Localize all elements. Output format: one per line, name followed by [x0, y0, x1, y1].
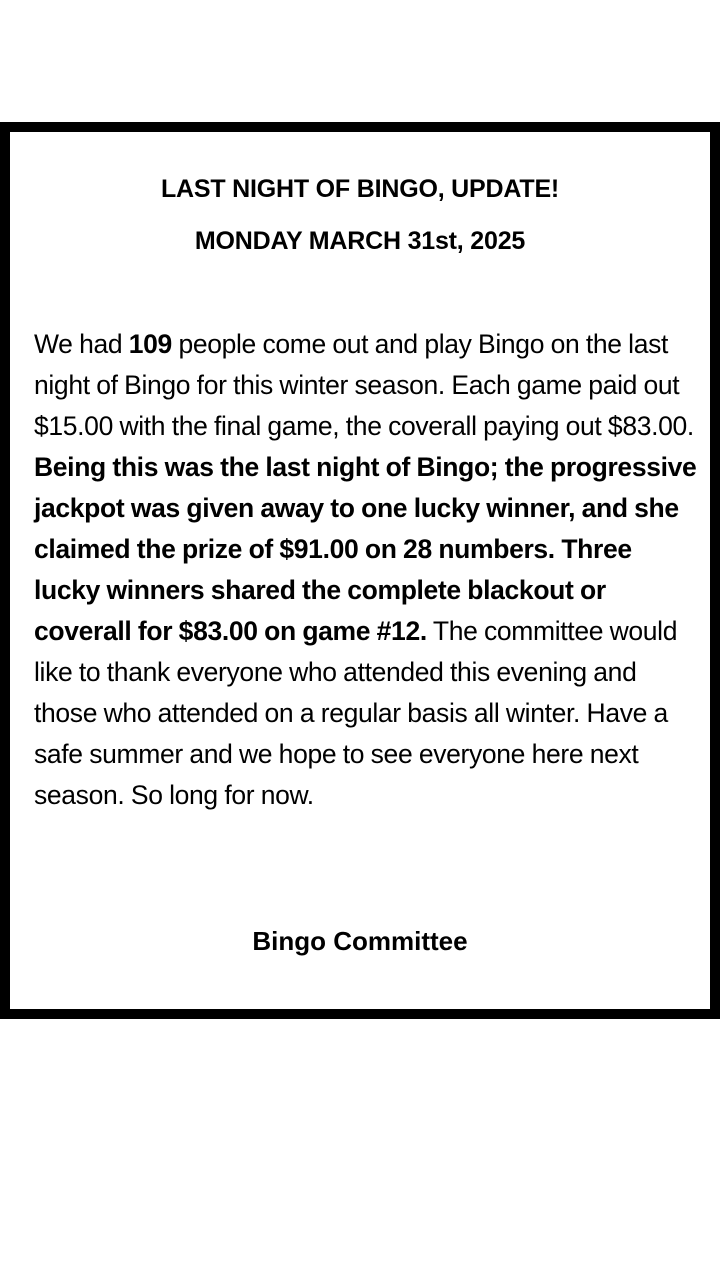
notice-body — [34, 324, 698, 816]
notice-date: MONDAY MARCH 31st, 2025 — [194, 227, 526, 255]
people-count: 109 — [128, 329, 172, 359]
body-thanks-text: The committee would like to thank everyone who attended this evening and those who attended on a regular basis all winter. Have a safe summer and we hope to see everyone here next season. So long for now. — [34, 616, 678, 810]
body-jackpot-text: Being this was the last night of Bingo; the progressive jackpot was given away to one lucky winner, and she claimed the prize of $91.00 on 28 numbers. Three lucky winners shared the complete blackout or coverall for $83.00 on game #12. — [34, 452, 697, 646]
body-games-text: people come out and play Bingo on the last night of Bingo for this winter season. Each game paid out $15.00 with the final game, the coverall paying out $83.00. — [34, 329, 694, 441]
body-intro-text: We had — [34, 329, 129, 359]
notice-title: LAST NIGHT OF BINGO, UPDATE! — [160, 175, 560, 203]
bingo-notice — [0, 122, 720, 1019]
notice-signature: Bingo Committee — [252, 926, 468, 956]
